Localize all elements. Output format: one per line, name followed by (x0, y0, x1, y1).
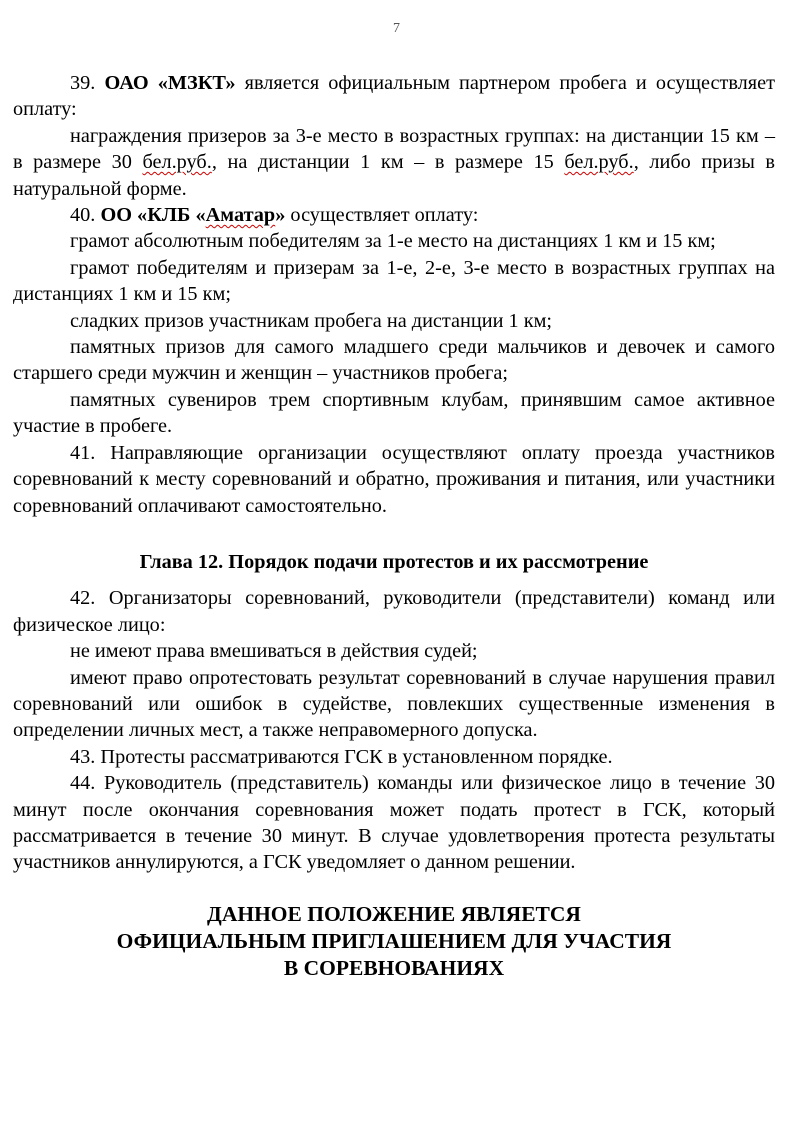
club-name-part: Аматар (205, 204, 276, 227)
paragraph-text: награждения призеров за 3-е место в возрастных группах: на дистанции 15 км – в размере 30 (13, 124, 775, 174)
list-item: не имеют права вмешиваться в действия судей; (70, 640, 478, 663)
paragraph-41: 41. Направляющие организации осуществляют оплату проезда участников соревнований к месту соревнований и обратно, проживания и питания, или участники соревнований оплачивают самостоятельно. (13, 441, 775, 517)
item-number: 39. (70, 72, 96, 94)
notice-line: ОФИЦИАЛЬНЫМ ПРИГЛАШЕНИЕМ ДЛЯ УЧАСТИЯ (116, 928, 672, 953)
official-invitation-notice (13, 901, 775, 982)
notice-line: В СОРЕВНОВАНИЯХ (283, 955, 505, 980)
paragraph-text: , на дистанции 1 км – в размере 15 (211, 151, 565, 174)
paragraph-43: 43. Протесты рассматриваются ГСК в установленном порядке. (70, 745, 613, 768)
item-number: 40. (70, 204, 96, 227)
paragraph-40 (13, 202, 775, 228)
paragraph-39-award (13, 123, 775, 202)
chapter-heading: Глава 12. Порядок подачи протестов и их рассмотрение (139, 550, 649, 573)
paragraph-text: , либо призы в натуральной форме. (13, 151, 775, 200)
currency-text: бел.руб. (564, 151, 634, 174)
list-item: сладких призов участникам пробега на дистанции 1 км; (70, 309, 553, 332)
paragraph-44: 44. Руководитель (представитель) команды или физическое лицо в течение 30 минут после окончания соревнования может подать протест в ГСК, который рассматривается в течение 30 минут. В случае удовлетворения протеста результаты участников аннулируются, а ГСК уведомляет о данном решении. (13, 772, 775, 874)
page-number: 7 (393, 21, 400, 36)
partner-name: ОАО «МЗКТ» (104, 72, 236, 94)
list-item: имеют право опротестовать результат соревнований в случае нарушения правил соревнований или ошибок в судействе, повлекших существенные изменения в определении личных мест, а также неправомерного допуска. (13, 666, 775, 742)
paragraph-39 (13, 70, 775, 123)
list-item: памятных сувениров трем спортивным клубам, принявшим самое активное участие в пробеге. (13, 388, 775, 438)
notice-line: ДАННОЕ ПОЛОЖЕНИЕ ЯВЛЯЕТСЯ (207, 901, 581, 926)
paragraph-text: осуществляет оплату: (285, 204, 479, 227)
club-name (100, 204, 285, 226)
currency-text: бел.руб. (142, 151, 212, 174)
document-body (13, 70, 775, 982)
list-item: грамот абсолютным победителям за 1-е место на дистанциях 1 км и 15 км; (70, 230, 716, 253)
club-name-part: ОО «КЛБ « (100, 204, 206, 227)
paragraph-42: 42. Организаторы соревнований, руководители (представители) команд или физическое лицо: (13, 587, 775, 636)
list-item: грамот победителям и призерам за 1-е, 2-е, 3-е место в возрастных группах на дистанциях 1 км и 15 км; (13, 256, 775, 306)
club-name-part: » (275, 204, 286, 227)
paragraph-text: является официальным партнером пробега и осуществляет оплату: (13, 72, 775, 121)
list-item: памятных призов для самого младшего среди мальчиков и девочек и самого старшего среди мужчин и женщин – участников пробега; (13, 336, 775, 385)
